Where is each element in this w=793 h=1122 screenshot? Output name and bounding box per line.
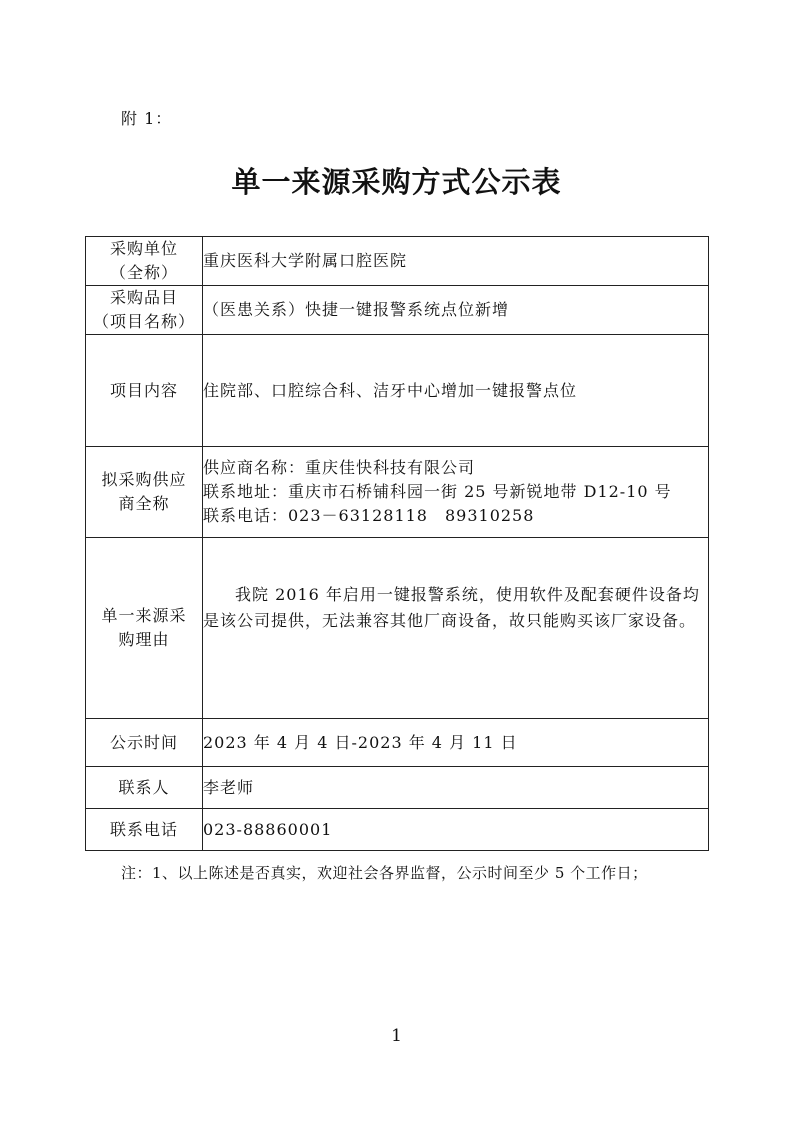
purchaser-label-line2: （全称） [109,263,178,282]
table-row-reason [86,538,709,719]
announcement-table [85,236,709,851]
attachment-label: 附 1： [121,109,173,128]
phone-label: 联系电话 [86,809,203,851]
reason-value: 我院 2016 年启用一键报警系统，使用软件及配套硬件设备均是该公司提供，无法兼容其他厂商设备，故只能购买该厂家设备。 [203,585,700,630]
item-value: （医患关系）快捷一键报警系统点位新增 [203,286,709,335]
period-value: 2023 年 4 月 4 日-2023 年 4 月 11 日 [203,719,709,767]
purchaser-label [86,237,203,286]
supplier-label-line2: 商全称 [118,494,170,513]
contact-value: 李老师 [203,767,709,809]
reason-label [86,538,203,719]
reason-cell [203,538,709,719]
supplier-label [86,447,203,538]
supplier-address: 联系地址：重庆市石桥铺科园一街 25 号新锐地带 D12-10 号 [203,482,672,501]
period-label: 公示时间 [86,719,203,767]
reason-label-line1: 单一来源采 [101,606,187,625]
document-title: 单一来源采购方式公示表 [231,165,562,199]
supplier-label-line1: 拟采购供应 [101,470,187,489]
item-label [86,286,203,335]
item-label-line2: （项目名称） [92,312,195,331]
supplier-info [203,447,709,538]
purchaser-label-line1: 采购单位 [109,239,178,258]
table-row-phone [86,809,709,851]
table-row-contact [86,767,709,809]
supplier-phone: 联系电话：023－63128118 89310258 [203,506,535,525]
item-label-line1: 采购品目 [109,288,178,307]
page-number: 1 [391,1026,402,1046]
table-row-item [86,286,709,335]
phone-value: 023-88860001 [203,809,709,851]
reason-label-line2: 购理由 [118,630,170,649]
contact-label: 联系人 [86,767,203,809]
supplier-name: 供应商名称：重庆佳快科技有限公司 [203,458,476,477]
content-label: 项目内容 [86,335,203,447]
content-value: 住院部、口腔综合科、洁牙中心增加一键报警点位 [203,335,709,447]
table-row-purchaser [86,237,709,286]
table-row-content [86,335,709,447]
table-row-period [86,719,709,767]
table-row-supplier [86,447,709,538]
purchaser-value: 重庆医科大学附属口腔医院 [203,237,709,286]
footnote: 注：1、以上陈述是否真实，欢迎社会各界监督，公示时间至少 5 个工作日； [121,864,648,882]
